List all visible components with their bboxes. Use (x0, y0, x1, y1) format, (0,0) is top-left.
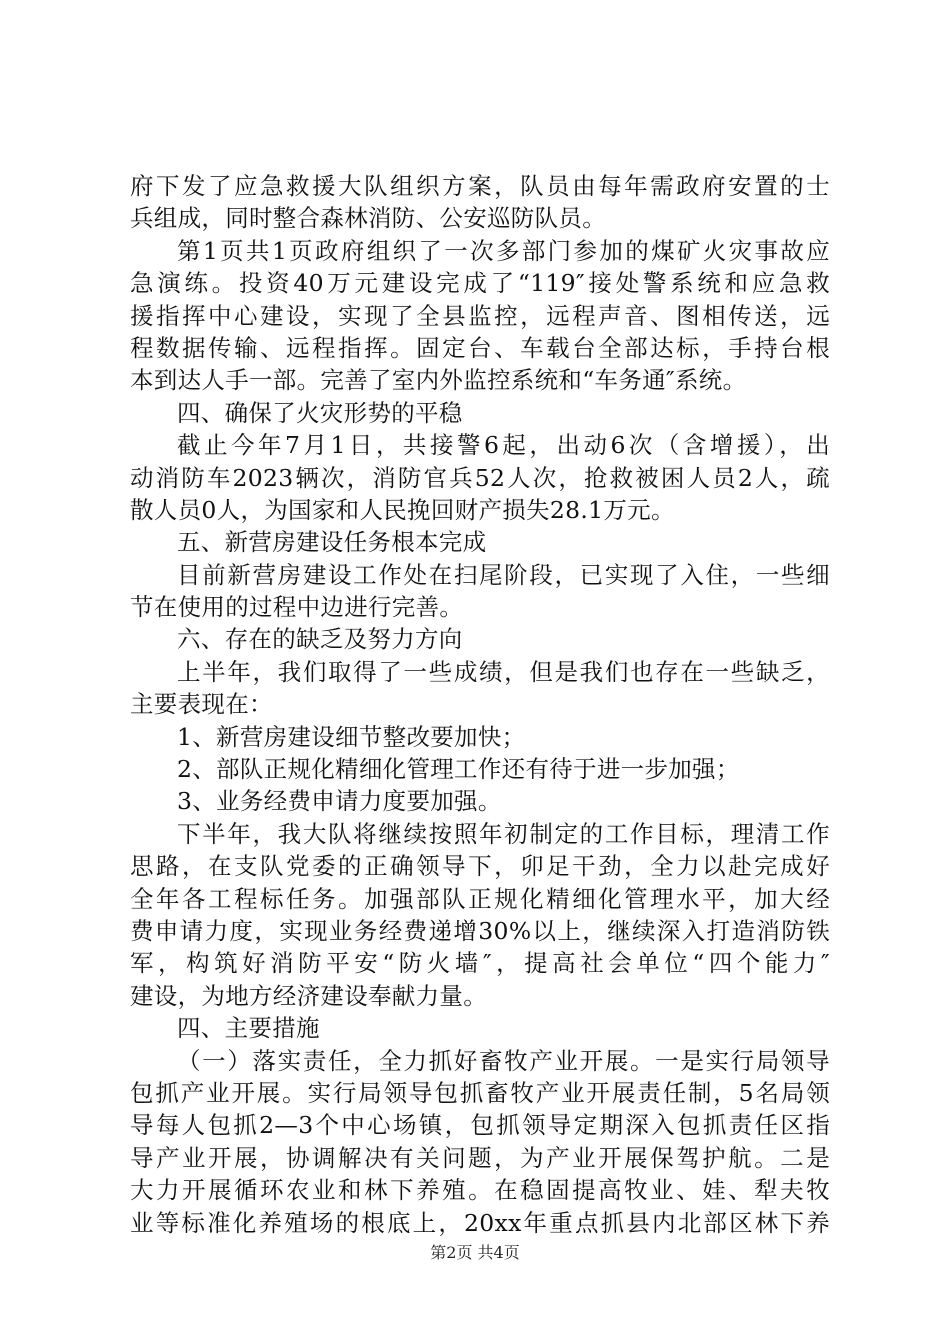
text-line: （一）落实责任，全力抓好畜牧产业开展。一是实行局领导 (177, 1046, 830, 1075)
text-line: 主要表现在： (130, 690, 273, 719)
text-line: 业等标准化养殖场的根底上，20xx年重点抓县内北部区林下养 (130, 1208, 830, 1237)
text-line: 四、确保了火灾形势的平稳 (177, 398, 463, 427)
text-line: 五、新营房建设任务根本完成 (177, 528, 487, 557)
text-line: 目前新营房建设工作处在扫尾阶段，已实现了入住，一些细 (177, 560, 830, 589)
text-line: 包抓产业开展。实行局领导包抓畜牧产业开展责任制，5名局领 (130, 1078, 830, 1107)
text-line: 本到达人手一部。完善了室内外监控系统和“车务通″系统。 (130, 366, 747, 395)
text-line: 大力开展循环农业和林下养殖。在稳固提高牧业、娃、犁夫牧 (130, 1176, 830, 1205)
document-body (130, 170, 830, 1239)
text-line: 思路，在支队党委的正确领导下，卯足干劲，全力以赴完成好 (130, 852, 830, 881)
text-line: 第1页共1页政府组织了一次多部门参加的煤矿火灾事故应 (177, 236, 830, 265)
text-line: 建设，为地方经济建设奉献力量。 (130, 981, 487, 1010)
text-line: 动消防车2023辆次，消防官兵52人次，抢救被困人员2人，疏 (130, 463, 830, 492)
text-line: 散人员0人，为国家和人民挽回财产损失28.1万元。 (130, 495, 675, 524)
text-line: 导产业开展，协调解决有关问题，为产业开展保驾护航。二是 (130, 1143, 830, 1172)
text-line: 急演练。投资40万元建设完成了“119″接处警系统和应急救 (130, 269, 830, 298)
text-line: 全年各工程标任务。加强部队正规化精细化管理水平，加大经 (130, 884, 830, 913)
text-line: 3、业务经费申请力度要加强。 (177, 787, 502, 816)
text-line: 援指挥中心建设，实现了全县监控，远程声音、图相传送，远 (130, 301, 830, 330)
text-line: 军，构筑好消防平安“防火墙″，提高社会单位“四个能力″ (130, 949, 830, 978)
text-line: 六、存在的缺乏及努力方向 (177, 625, 463, 654)
text-line: 府下发了应急救援大队组织方案，队员由每年需政府安置的士 (130, 172, 830, 200)
text-line: 兵组成，同时整合森林消防、公安巡防队员。 (130, 204, 606, 233)
text-line: 1、新营房建设细节整改要加快； (177, 722, 526, 751)
page-footer (0, 1243, 950, 1263)
text-line: 节在使用的过程中边进行完善。 (130, 593, 464, 622)
text-line: 2、部队正规化精细化管理工作还有待于进一步加强； (177, 755, 740, 784)
text-line: 费申请力度，实现业务经费递增30%以上，继续深入打造消防铁 (130, 916, 830, 945)
page-number-label: 第2页 共4页 (430, 1243, 520, 1262)
text-line: 导每人包抓2—3个中心场镇，包抓领导定期深入包抓责任区指 (130, 1111, 830, 1140)
text-line: 四、主要措施 (177, 1014, 320, 1043)
text-line: 下半年，我大队将继续按照年初制定的工作目标，理清工作 (177, 819, 830, 848)
text-line: 截止今年7月1日，共接警6起，出动6次（含增援），出 (177, 431, 830, 460)
text-line: 程数据传输、远程指挥。固定台、车载台全部达标，手持台根 (130, 333, 830, 362)
text-line: 上半年，我们取得了一些成绩，但是我们也存在一些缺乏， (177, 657, 830, 686)
